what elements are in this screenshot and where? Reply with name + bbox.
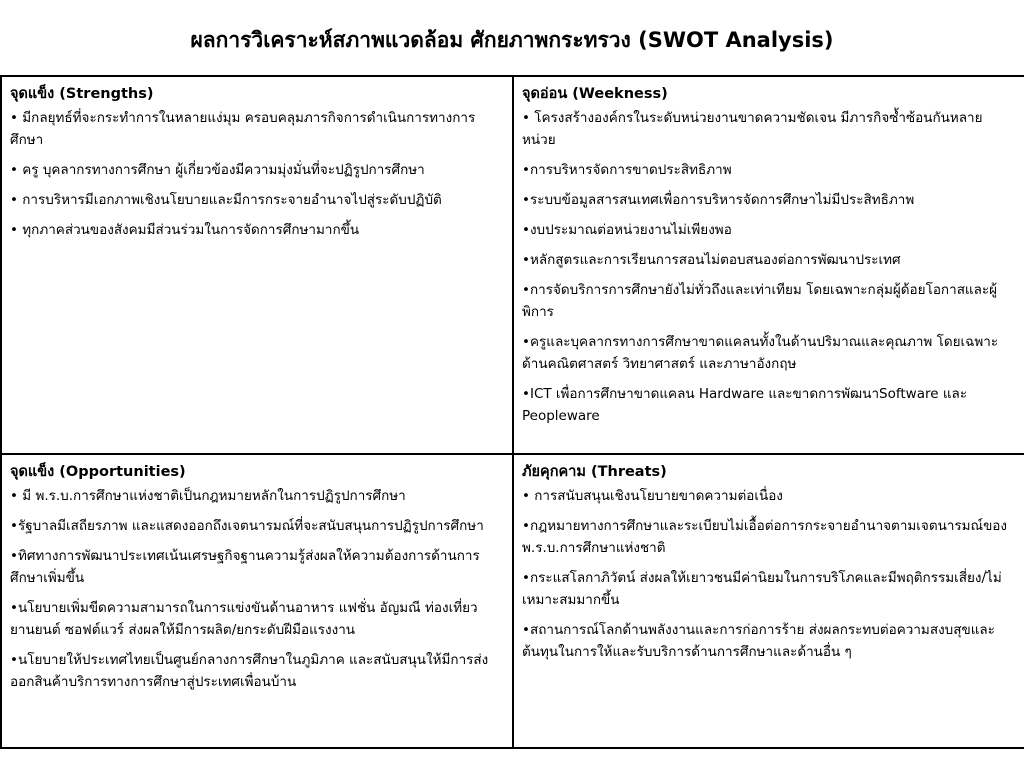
weakness-item: • โครงสร้างองค์กรในระดับหน่วยงานขาดความชัดเจน มีภารกิจซ้ำซ้อนกันหลายหน่วย xyxy=(522,110,983,148)
opportunities-list xyxy=(10,485,504,693)
strengths-item: • ทุกภาคส่วนของสังคมมีส่วนร่วมในการจัดการศึกษามากขึ้น xyxy=(10,222,360,238)
weakness-item: •การบริหารจัดการขาดประสิทธิภาพ xyxy=(522,162,732,178)
opportunities-item: •รัฐบาลมีเสถียรภาพ และแสดงออกถึงเจตนารมณ์ที่จะสนับสนุนการปฏิรูปการศึกษา xyxy=(10,518,484,534)
weakness-item: •งบประมาณต่อหน่วยงานไม่เพียงพอ xyxy=(522,222,732,238)
swot-row-top xyxy=(1,76,1024,454)
opportunities-quadrant xyxy=(1,454,513,748)
weakness-item: •การจัดบริการการศึกษายังไม่ทั่วถึงและเท่าเทียม โดยเฉพาะกลุ่มผู้ด้อยโอกาสและผู้พิการ xyxy=(522,282,998,320)
weakness-item: •ICT เพื่อการศึกษาขาดแคลน Hardware และขาดการพัฒนาSoftware และ Peopleware xyxy=(522,386,968,424)
swot-table xyxy=(0,75,1024,749)
strengths-item: • มีกลยุทธ์ที่จะกระทำการในหลายแง่มุม ครอบคลุมภารกิจการดำเนินการทางการศึกษา xyxy=(10,110,476,148)
threats-item: • การสนับสนุนเชิงนโยบายขาดความต่อเนื่อง xyxy=(522,488,783,504)
threats-item: •กฎหมายทางการศึกษาและระเบียบไม่เอื้อต่อการกระจายอำนาจตามเจตนารมณ์ของ พ.ร.บ.การศึกษาแห่งชาติ xyxy=(522,518,1008,556)
opportunities-item: •นโยบายให้ประเทศไทยเป็นศูนย์กลางการศึกษาในภูมิภาค และสนับสนุนให้มีการส่งออกสินค้าบริการทางการศึกษาสู่ประเทศเพื่อนบ้าน xyxy=(10,652,489,690)
weakness-item: •ระบบข้อมูลสารสนเทศเพื่อการบริหารจัดการศึกษาไม่มีประสิทธิภาพ xyxy=(522,192,915,208)
swot-row-bottom xyxy=(1,454,1024,748)
strengths-heading: จุดแข็ง (Strengths) xyxy=(10,86,154,102)
opportunities-heading: จุดแข็ง (Opportunities) xyxy=(10,464,186,480)
threats-item: •กระแสโลกาภิวัตน์ ส่งผลให้เยาวชนมีค่านิยมในการบริโภคและมีพฤติกรรมเสี่ยง/ไม่เหมาะสมมากขึ้น xyxy=(522,570,1002,608)
threats-quadrant xyxy=(513,454,1024,748)
weakness-list xyxy=(522,107,1016,427)
strengths-quadrant xyxy=(1,76,513,454)
strengths-list xyxy=(10,107,504,241)
weakness-heading: จุดอ่อน (Weekness) xyxy=(522,86,668,102)
strengths-item: • การบริหารมีเอกภาพเชิงนโยบายและมีการกระจายอำนาจไปสู่ระดับปฏิบัติ xyxy=(10,192,442,208)
opportunities-item: •ทิศทางการพัฒนาประเทศเน้นเศรษฐกิจฐานความรู้ส่งผลให้ความต้องการด้านการศึกษาเพิ่มขึ้น xyxy=(10,548,480,586)
threats-list xyxy=(522,485,1016,663)
opportunities-item: •นโยบายเพิ่มขีดความสามารถในการแข่งขันด้านอาหาร แฟชั่น อัญมณี ท่องเที่ยว ยานยนต์ ซอฟต์แวร์ ส่งผลให้มีการผลิต/ยกระดับฝีมือแรงงาน xyxy=(10,600,478,638)
slide-title: ผลการวิเคราะห์สภาพแวดล้อม ศักยภาพกระทรวง (SWOT Analysis) xyxy=(190,28,834,52)
strengths-item: • ครู บุคลากรทางการศึกษา ผู้เกี่ยวข้องมีความมุ่งมั่นที่จะปฏิรูปการศึกษา xyxy=(10,162,425,178)
opportunities-item: • มี พ.ร.บ.การศึกษาแห่งชาติเป็นกฎหมายหลักในการปฏิรูปการศึกษา xyxy=(10,488,406,504)
weakness-item: •ครูและบุคลากรทางการศึกษาขาดแคลนทั้งในด้านปริมาณและคุณภาพ โดยเฉพาะด้านคณิตศาสตร์ วิทยาศาสตร์ และภาษาอังกฤษ xyxy=(522,334,999,372)
threats-item: •สถานการณ์โลกด้านพลังงานและการก่อการร้าย ส่งผลกระทบต่อความสงบสุขและต้นทุนในการให้และรับบริการด้านการศึกษาและด้านอื่น ๆ xyxy=(522,622,995,660)
threats-heading: ภัยคุกคาม (Threats) xyxy=(522,464,667,480)
weakness-item: •หลักสูตรและการเรียนการสอนไม่ตอบสนองต่อการพัฒนาประเทศ xyxy=(522,252,901,268)
weakness-quadrant xyxy=(513,76,1024,454)
